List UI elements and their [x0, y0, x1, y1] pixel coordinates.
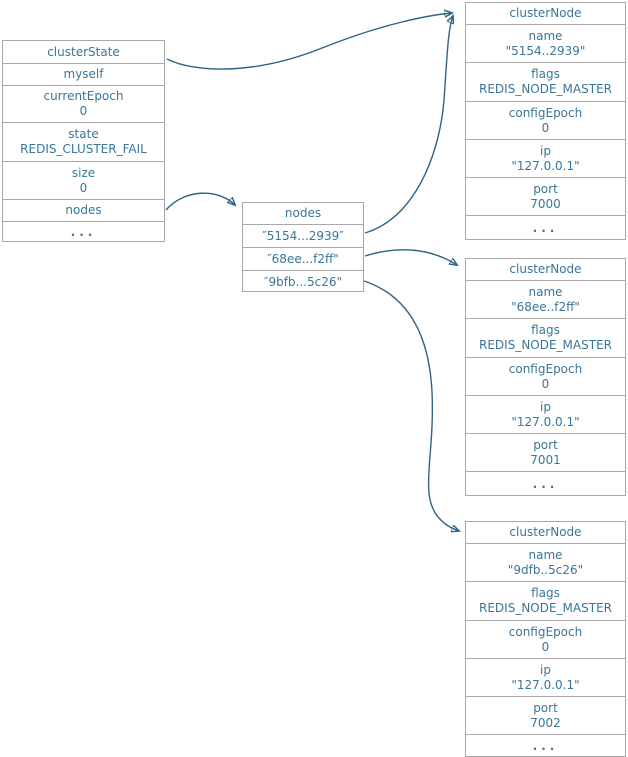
cluster-state-box [2, 40, 165, 242]
config-epoch-value: 0 [541, 376, 550, 391]
current-epoch-label: currentEpoch [43, 89, 124, 103]
cluster-node-2-title [466, 522, 625, 543]
name-value: "68ee..f2ff" [511, 299, 580, 314]
cluster-node-box-0 [465, 2, 626, 240]
name-value: "9dfb..5c26" [507, 562, 584, 577]
cluster-node-0-row-ellipsis [466, 215, 625, 241]
myself-label: myself [63, 67, 104, 81]
config-epoch-label: configEpoch [508, 105, 583, 120]
nodes-label: nodes [65, 203, 102, 217]
ip-value: "127.0.0.1" [511, 414, 580, 429]
cluster-node-0-title-label: clusterNode [509, 6, 582, 20]
cluster-state-row-current-epoch [3, 85, 164, 122]
ellipsis-text: ... [70, 225, 97, 239]
config-epoch-value: 0 [541, 639, 550, 654]
ip-value: "127.0.0.1" [511, 677, 580, 692]
cluster-state-row-myself [3, 63, 164, 85]
arrow-dict-entry1-to-node1 [365, 250, 457, 265]
cluster-state-row-state [3, 122, 164, 161]
cluster-node-2-row-name [466, 543, 625, 581]
current-epoch-value: 0 [79, 104, 88, 118]
cluster-node-2-row-ip [466, 658, 625, 696]
name-value: "5154..2939" [505, 43, 586, 58]
flags-value: REDIS_NODE_MASTER [479, 601, 612, 615]
cluster-node-0-title [466, 3, 625, 24]
cluster-node-1-title-label: clusterNode [509, 262, 582, 276]
state-label: state [68, 127, 99, 141]
nodes-dict-entry-1-value: ″68ee...f2ff" [267, 251, 339, 266]
cluster-node-1-row-ellipsis [466, 471, 625, 497]
cluster-node-0-row-flags [466, 62, 625, 101]
cluster-node-1-row-port [466, 433, 625, 471]
cluster-node-0-row-name [466, 24, 625, 62]
cluster-node-0-row-port [466, 177, 625, 215]
name-label: name [528, 284, 563, 299]
flags-value: REDIS_NODE_MASTER [479, 82, 612, 96]
port-value: 7001 [530, 452, 561, 467]
nodes-dict-entry-0 [243, 224, 363, 247]
ip-label: ip [540, 143, 551, 158]
port-value: 7002 [530, 715, 561, 730]
nodes-dict-entry-0-value: ″5154...2939″ [262, 228, 344, 243]
ellipsis-text: ... [532, 739, 559, 753]
cluster-node-box-2 [465, 521, 626, 757]
cluster-node-0-row-ip [466, 139, 625, 177]
port-value: 7000 [530, 196, 561, 211]
arrow-myself-to-node0 [167, 13, 452, 69]
nodes-dict-title [243, 203, 363, 224]
cluster-node-2-title-label: clusterNode [509, 525, 582, 539]
cluster-node-1-row-ip [466, 395, 625, 433]
size-value: 0 [79, 180, 88, 195]
nodes-dict-box [242, 202, 364, 292]
cluster-node-2-row-port [466, 696, 625, 734]
flags-label: flags [531, 67, 560, 81]
name-label: name [528, 28, 563, 43]
cluster-state-row-size [3, 161, 164, 199]
port-label: port [533, 181, 558, 196]
name-label: name [528, 547, 563, 562]
cluster-node-2-row-config-epoch [466, 620, 625, 658]
arrow-nodes-to-dict [166, 193, 235, 210]
cluster-state-title-label: clusterState [47, 44, 120, 59]
config-epoch-label: configEpoch [508, 361, 583, 376]
arrow-dict-entry2-to-node2 [364, 281, 459, 531]
flags-label: flags [531, 323, 560, 337]
config-epoch-label: configEpoch [508, 624, 583, 639]
cluster-state-row-nodes [3, 199, 164, 221]
nodes-dict-entry-2-value: ″9bfb...5c26" [263, 274, 343, 289]
ip-value: "127.0.0.1" [511, 158, 580, 173]
ip-label: ip [540, 662, 551, 677]
ellipsis-text: ... [532, 477, 559, 491]
cluster-node-1-row-flags [466, 318, 625, 357]
size-label: size [71, 165, 96, 180]
cluster-node-0-row-config-epoch [466, 101, 625, 139]
arrow-dict-entry0-to-node0 [365, 16, 453, 233]
port-label: port [533, 700, 558, 715]
cluster-state-row-ellipsis [3, 221, 164, 243]
cluster-node-1-title [466, 259, 625, 280]
cluster-node-box-1 [465, 258, 626, 496]
nodes-dict-title-label: nodes [284, 206, 322, 220]
flags-value: REDIS_NODE_MASTER [479, 338, 612, 352]
port-label: port [533, 437, 558, 452]
cluster-node-1-row-config-epoch [466, 357, 625, 395]
nodes-dict-entry-1 [243, 247, 363, 270]
cluster-node-2-row-flags [466, 581, 625, 620]
flags-label: flags [531, 586, 560, 600]
cluster-node-1-row-name [466, 280, 625, 318]
ip-label: ip [540, 399, 551, 414]
config-epoch-value: 0 [541, 120, 550, 135]
state-value: REDIS_CLUSTER_FAIL [20, 142, 147, 156]
ellipsis-text: ... [532, 221, 559, 235]
cluster-node-2-row-ellipsis [466, 734, 625, 757]
nodes-dict-entry-2 [243, 270, 363, 293]
cluster-state-title [3, 41, 164, 63]
